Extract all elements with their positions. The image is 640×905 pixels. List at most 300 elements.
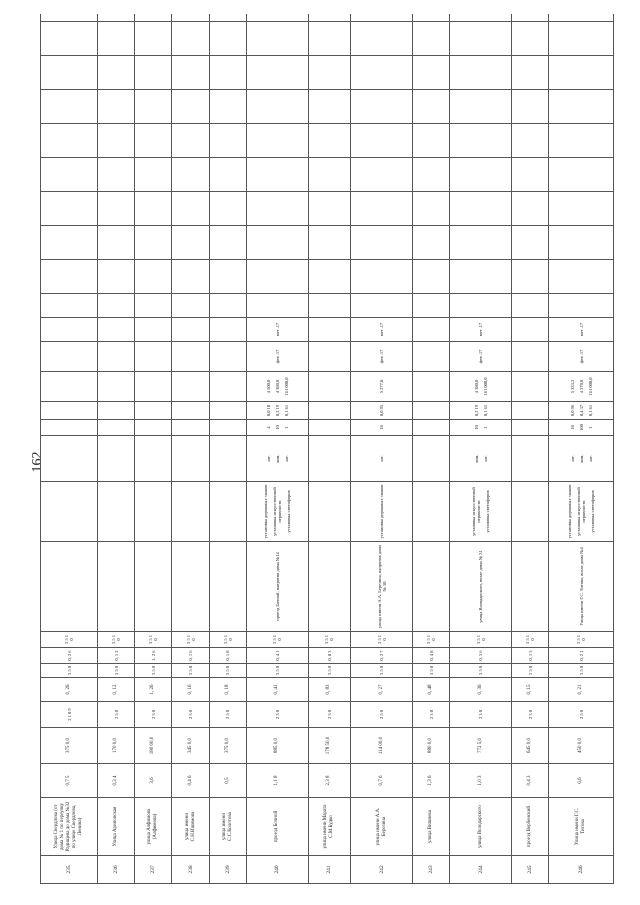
- empty-cell: [351, 158, 413, 192]
- location-cell: [209, 542, 246, 632]
- empty-cell: [209, 294, 246, 318]
- works-cell-line: установка искусственной неровности: [272, 487, 283, 536]
- empty-cell: [308, 226, 350, 260]
- cost-cell: [413, 372, 450, 402]
- date-cell: [209, 342, 246, 372]
- empty-cell: [246, 90, 308, 124]
- empty-cell: [351, 56, 413, 90]
- empty-cell: [308, 90, 350, 124]
- empty-cell: [41, 22, 98, 56]
- date-cell: мет .17: [246, 318, 308, 342]
- date-cell: фев .17: [246, 342, 308, 372]
- sum-cell: [308, 402, 350, 420]
- area-cell: 180 00,0: [135, 728, 172, 764]
- table-row: [450, 14, 512, 884]
- date-cell: [512, 318, 549, 342]
- empty-cell: [135, 158, 172, 192]
- empty-cell: [351, 14, 413, 22]
- cost-cell-line: 161 000,0: [587, 377, 593, 396]
- street-name-cell: улица Алфимова (Алфимова): [135, 798, 172, 856]
- value-cell: 0, 18: [209, 678, 246, 702]
- row-number-cell: 243: [413, 856, 450, 884]
- length-cell: 3,6: [135, 764, 172, 798]
- row-number-cell: 236: [98, 856, 135, 884]
- length-cell: 1,3 6: [413, 764, 450, 798]
- qty-cell: [135, 420, 172, 436]
- works-cell-line: установка дорожных знаков: [379, 484, 385, 539]
- unit-cell: [41, 436, 98, 482]
- empty-cell: [41, 294, 98, 318]
- unit-cell: [209, 436, 246, 482]
- works-cell-line: установка светофоров: [286, 490, 292, 533]
- works-cell: [351, 482, 413, 542]
- empty-cell: [308, 22, 350, 56]
- cost-cell: [549, 372, 614, 402]
- qty-cell: [308, 420, 350, 436]
- row-number-cell: 235: [41, 856, 98, 884]
- date-cell: [135, 318, 172, 342]
- date-cell: мет .17: [549, 318, 614, 342]
- value-cell: 3 5 0: [549, 664, 614, 678]
- value-cell: 3 5 1 0: [308, 632, 350, 648]
- empty-cell: [308, 124, 350, 158]
- length-cell: 1,1 8: [246, 764, 308, 798]
- sum-cell: [549, 402, 614, 420]
- empty-cell: [549, 56, 614, 90]
- sum-cell-line: 0,1 61: [587, 404, 593, 417]
- empty-cell: [246, 260, 308, 294]
- empty-cell: [512, 22, 549, 56]
- qty-cell-line: 1: [283, 426, 289, 429]
- length-cell: 0,6: [549, 764, 614, 798]
- empty-cell: [512, 124, 549, 158]
- empty-cell: [308, 260, 350, 294]
- empty-cell: [413, 226, 450, 260]
- street-name-cell: улица имени С.С.Колотова: [209, 798, 246, 856]
- empty-cell: [450, 124, 512, 158]
- value-cell: 3 5 1 0: [413, 632, 450, 648]
- empty-cell: [351, 90, 413, 124]
- street-name-cell: Улица Свердлова (от дома № 1 по переулку Радищева до дома №32 по улице Свердлова, Ленина): [41, 798, 98, 856]
- row-number-cell: 241: [308, 856, 350, 884]
- empty-cell: [135, 22, 172, 56]
- empty-cell: [549, 158, 614, 192]
- value-cell: 0, 2 1: [549, 648, 614, 664]
- empty-cell: [413, 124, 450, 158]
- value-cell: 0, 27: [351, 678, 413, 702]
- unit-cell: [549, 436, 614, 482]
- works-cell: [308, 482, 350, 542]
- street-name-cell: улица Вишнева: [413, 798, 450, 856]
- value-cell: 0, 15: [512, 678, 549, 702]
- area-cell: 450 0,0: [549, 728, 614, 764]
- empty-cell: [512, 294, 549, 318]
- cost-cell: [351, 372, 413, 402]
- value-cell: 0, 26: [41, 678, 98, 702]
- empty-cell: [246, 158, 308, 192]
- length-cell: 0,5: [209, 764, 246, 798]
- empty-cell: [512, 260, 549, 294]
- area-cell: 178 50,0: [308, 728, 350, 764]
- empty-cell: [413, 56, 450, 90]
- empty-cell: [549, 260, 614, 294]
- value-cell: 0, 4 1: [246, 648, 308, 664]
- unit-cell: [172, 436, 209, 482]
- empty-cell: [450, 14, 512, 22]
- unit-cell-line: шт.: [265, 455, 271, 462]
- cost-cell-line: 4 380,0: [274, 379, 280, 394]
- unit-cell: [351, 436, 413, 482]
- area-cell: 645 0,0: [512, 728, 549, 764]
- value-cell: 2 5 0: [549, 702, 614, 728]
- empty-cell: [450, 158, 512, 192]
- unit-cell-line: ком.: [274, 454, 280, 463]
- value-cell: 0, 41: [246, 678, 308, 702]
- works-cell-line: установка искусственной неровности: [471, 487, 482, 536]
- date-cell: [512, 342, 549, 372]
- unit-cell-line: шт.: [587, 455, 593, 462]
- value-cell: 0, 3 6: [450, 648, 512, 664]
- cost-cell: [41, 372, 98, 402]
- date-cell: [98, 342, 135, 372]
- unit-cell: [413, 436, 450, 482]
- length-cell: 0,7 6: [351, 764, 413, 798]
- qty-cell: [512, 420, 549, 436]
- qty-cell: [246, 420, 308, 436]
- sum-cell: [172, 402, 209, 420]
- cost-cell-line: 4 500,0: [265, 379, 271, 394]
- empty-cell: [246, 56, 308, 90]
- date-cell: [308, 318, 350, 342]
- empty-cell: [246, 226, 308, 260]
- row-number-cell: 246: [549, 856, 614, 884]
- value-cell: 0, 16: [172, 678, 209, 702]
- value-cell: 3 5 0: [209, 664, 246, 678]
- date-cell: [41, 342, 98, 372]
- empty-cell: [308, 158, 350, 192]
- empty-cell: [246, 294, 308, 318]
- empty-cell: [351, 226, 413, 260]
- location-cell: [172, 542, 209, 632]
- qty-cell: [351, 420, 413, 436]
- empty-cell: [98, 192, 135, 226]
- location-cell: [512, 542, 549, 632]
- value-cell: 1, 2 6: [135, 648, 172, 664]
- empty-cell: [308, 192, 350, 226]
- row-number-cell: 240: [246, 856, 308, 884]
- cost-cell: [98, 372, 135, 402]
- empty-cell: [246, 14, 308, 22]
- sum-cell-line: 0,1 61: [482, 404, 488, 417]
- qty-cell-line: 4: [265, 426, 271, 429]
- value-cell: 3 5 0: [308, 664, 350, 678]
- date-cell: [209, 318, 246, 342]
- value-cell: 0, 48: [413, 678, 450, 702]
- street-name-cell: проезд Бочной: [246, 798, 308, 856]
- cost-cell-line: 161 000,0: [283, 377, 289, 396]
- qty-cell-line: 10: [274, 425, 280, 430]
- empty-cell: [98, 56, 135, 90]
- qty-cell-line: 1: [587, 426, 593, 429]
- qty-cell: [98, 420, 135, 436]
- cost-cell: [172, 372, 209, 402]
- empty-cell: [308, 56, 350, 90]
- date-cell: фев .17: [351, 342, 413, 372]
- sum-cell: [209, 402, 246, 420]
- qty-cell-line: 1: [482, 426, 488, 429]
- empty-cell: [512, 56, 549, 90]
- location-cell: [135, 542, 172, 632]
- location-cell: улица Володарского, возле дома № 31: [450, 542, 512, 632]
- street-name-cell: улица имени Марата С.М.Будко: [308, 798, 350, 856]
- empty-cell: [351, 260, 413, 294]
- street-name-cell: улица имени С.Н.Ишимова: [172, 798, 209, 856]
- empty-cell: [41, 158, 98, 192]
- empty-cell: [549, 192, 614, 226]
- value-cell: 3 5 1 0: [172, 632, 209, 648]
- value-cell: 3 5 0: [41, 664, 98, 678]
- date-cell: фев .17: [549, 342, 614, 372]
- empty-cell: [172, 14, 209, 22]
- unit-cell-line: шт.: [379, 455, 385, 462]
- value-cell: 3 5 0: [351, 664, 413, 678]
- row-number-cell: 245: [512, 856, 549, 884]
- empty-cell: [209, 124, 246, 158]
- empty-cell: [135, 260, 172, 294]
- empty-cell: [135, 124, 172, 158]
- length-cell: 0,4 3: [512, 764, 549, 798]
- value-cell: 3 5 1 0: [450, 632, 512, 648]
- length-cell: 0,7 5: [41, 764, 98, 798]
- value-cell: 0, 4 8: [413, 648, 450, 664]
- date-cell: мет .17: [450, 318, 512, 342]
- qty-cell: [172, 420, 209, 436]
- value-cell: 2 3 0: [450, 702, 512, 728]
- empty-cell: [172, 226, 209, 260]
- works-cell: [413, 482, 450, 542]
- row-number-cell: 242: [351, 856, 413, 884]
- sum-cell-line: 0,0 18: [265, 404, 271, 417]
- value-cell: 3 5 1 0: [246, 632, 308, 648]
- empty-cell: [41, 90, 98, 124]
- date-cell: мет .17: [351, 318, 413, 342]
- empty-cell: [413, 90, 450, 124]
- empty-cell: [351, 124, 413, 158]
- value-cell: 3 5 0: [98, 664, 135, 678]
- cost-cell: [512, 372, 549, 402]
- empty-cell: [450, 56, 512, 90]
- row-number-cell: 237: [135, 856, 172, 884]
- empty-cell: [308, 294, 350, 318]
- works-cell: [246, 482, 308, 542]
- value-cell: 2 5 0: [98, 702, 135, 728]
- value-cell: 2 3 0: [512, 702, 549, 728]
- street-name-cell: Улица имени Г.С. Титова: [549, 798, 614, 856]
- unit-cell-line: шт.: [482, 455, 488, 462]
- empty-cell: [135, 192, 172, 226]
- location-cell: улица имени А.А. Березина, напротив дома № 50: [351, 542, 413, 632]
- area-cell: 375 0,0: [209, 728, 246, 764]
- works-cell: [41, 482, 98, 542]
- table-row: [308, 14, 350, 884]
- empty-cell: [172, 294, 209, 318]
- table-row: [549, 14, 614, 884]
- sum-cell: [98, 402, 135, 420]
- empty-cell: [41, 260, 98, 294]
- unit-cell: [450, 436, 512, 482]
- value-cell: 3 5 1 0: [549, 632, 614, 648]
- sum-cell-line: 0,4 37: [578, 404, 584, 417]
- street-name-cell: Улица Ариновская: [98, 798, 135, 856]
- works-cell-line: установка дорожных знаков: [567, 484, 573, 539]
- empty-cell: [308, 14, 350, 22]
- empty-cell: [209, 158, 246, 192]
- works-cell-line: установка искусственной неровности: [576, 487, 587, 536]
- value-cell: 3 5 1 0: [351, 632, 413, 648]
- sum-cell-line: 0,2 19: [274, 404, 280, 417]
- area-cell: 345 0,0: [172, 728, 209, 764]
- works-cell: [135, 482, 172, 542]
- empty-cell: [135, 14, 172, 22]
- empty-cell: [98, 14, 135, 22]
- empty-cell: [246, 124, 308, 158]
- cost-cell: [450, 372, 512, 402]
- table-row: [246, 14, 308, 884]
- date-cell: [413, 342, 450, 372]
- value-cell: 3 5 1 0: [41, 632, 98, 648]
- qty-cell: [209, 420, 246, 436]
- empty-cell: [450, 294, 512, 318]
- empty-cell: [41, 14, 98, 22]
- value-cell: 0, 2 6: [41, 648, 98, 664]
- empty-cell: [351, 294, 413, 318]
- sum-cell: [246, 402, 308, 420]
- location-cell: [308, 542, 350, 632]
- street-name-cell: проезд Вербенский: [512, 798, 549, 856]
- table-row: [172, 14, 209, 884]
- value-cell: 3 5 1 0: [512, 632, 549, 648]
- length-cell: 0,3 4: [98, 764, 135, 798]
- value-cell: 0, 2 7: [351, 648, 413, 664]
- date-cell: [98, 318, 135, 342]
- page-number: 162: [30, 451, 45, 473]
- empty-cell: [98, 158, 135, 192]
- empty-cell: [98, 90, 135, 124]
- empty-cell: [41, 226, 98, 260]
- empty-cell: [135, 90, 172, 124]
- empty-cell: [41, 192, 98, 226]
- empty-cell: [413, 260, 450, 294]
- location-cell: [413, 542, 450, 632]
- cost-cell: [308, 372, 350, 402]
- value-cell: 2 3 0: [413, 702, 450, 728]
- cost-cell-line: 5 277,8: [379, 379, 385, 394]
- qty-cell-line: 100: [578, 424, 584, 431]
- empty-cell: [450, 192, 512, 226]
- area-cell: 772 5,0: [450, 728, 512, 764]
- area-cell: 885 0,0: [246, 728, 308, 764]
- unit-cell-line: ком.: [473, 454, 479, 463]
- qty-cell: [549, 420, 614, 436]
- table-row: [209, 14, 246, 884]
- value-cell: 0, 21: [549, 678, 614, 702]
- empty-cell: [246, 192, 308, 226]
- value-cell: 2 5 0: [209, 702, 246, 728]
- empty-cell: [549, 124, 614, 158]
- works-cell: [549, 482, 614, 542]
- table-row: [41, 14, 98, 884]
- area-cell: 880 0,0: [413, 728, 450, 764]
- empty-cell: [209, 14, 246, 22]
- empty-cell: [98, 22, 135, 56]
- value-cell: 0, 1 6: [172, 648, 209, 664]
- value-cell: 2 5 0: [351, 702, 413, 728]
- date-cell: [413, 318, 450, 342]
- date-cell: [172, 318, 209, 342]
- empty-cell: [413, 158, 450, 192]
- sum-cell-line: 0,2 19: [473, 404, 479, 417]
- area-cell: 375 0,0: [41, 728, 98, 764]
- table-container: [40, 14, 614, 884]
- sum-cell-line: 0,0 95: [379, 404, 385, 417]
- location-cell: [98, 542, 135, 632]
- area-cell: 114 00,0: [351, 728, 413, 764]
- empty-cell: [413, 294, 450, 318]
- date-cell: [172, 342, 209, 372]
- location-cell: проезд Бочной, напротив дома №14: [246, 542, 308, 632]
- empty-cell: [209, 90, 246, 124]
- cost-cell-line: 161 000,0: [482, 377, 488, 396]
- value-cell: 2 3 0: [172, 702, 209, 728]
- empty-cell: [172, 192, 209, 226]
- cost-cell: [135, 372, 172, 402]
- value-cell: 3 5 1 0: [209, 632, 246, 648]
- empty-cell: [98, 124, 135, 158]
- unit-cell: [308, 436, 350, 482]
- empty-cell: [135, 56, 172, 90]
- length-cell: 0,4 6: [172, 764, 209, 798]
- empty-cell: [209, 22, 246, 56]
- unit-cell-line: шт.: [569, 455, 575, 462]
- works-cell: [450, 482, 512, 542]
- length-cell: 1,0 3: [450, 764, 512, 798]
- empty-cell: [172, 260, 209, 294]
- value-cell: 0, 8 3: [308, 648, 350, 664]
- value-cell: 0, 83: [308, 678, 350, 702]
- table-row: [98, 14, 135, 884]
- empty-cell: [450, 22, 512, 56]
- works-cell-line: установка дорожных знаков: [263, 484, 269, 539]
- value-cell: 3 5 0: [135, 664, 172, 678]
- value-cell: 0, 1 5: [512, 648, 549, 664]
- value-cell: 3 5 0: [512, 664, 549, 678]
- cost-cell: [209, 372, 246, 402]
- empty-cell: [413, 192, 450, 226]
- empty-cell: [98, 294, 135, 318]
- empty-cell: [512, 158, 549, 192]
- empty-cell: [549, 294, 614, 318]
- empty-cell: [41, 124, 98, 158]
- table-row: [351, 14, 413, 884]
- value-cell: 2 3 0: [246, 702, 308, 728]
- empty-cell: [172, 22, 209, 56]
- empty-cell: [246, 22, 308, 56]
- sum-cell-line: 0,0 96: [569, 404, 575, 417]
- empty-cell: [549, 14, 614, 22]
- row-number-cell: 244: [450, 856, 512, 884]
- value-cell: 0, 1 8: [209, 648, 246, 664]
- date-cell: [135, 342, 172, 372]
